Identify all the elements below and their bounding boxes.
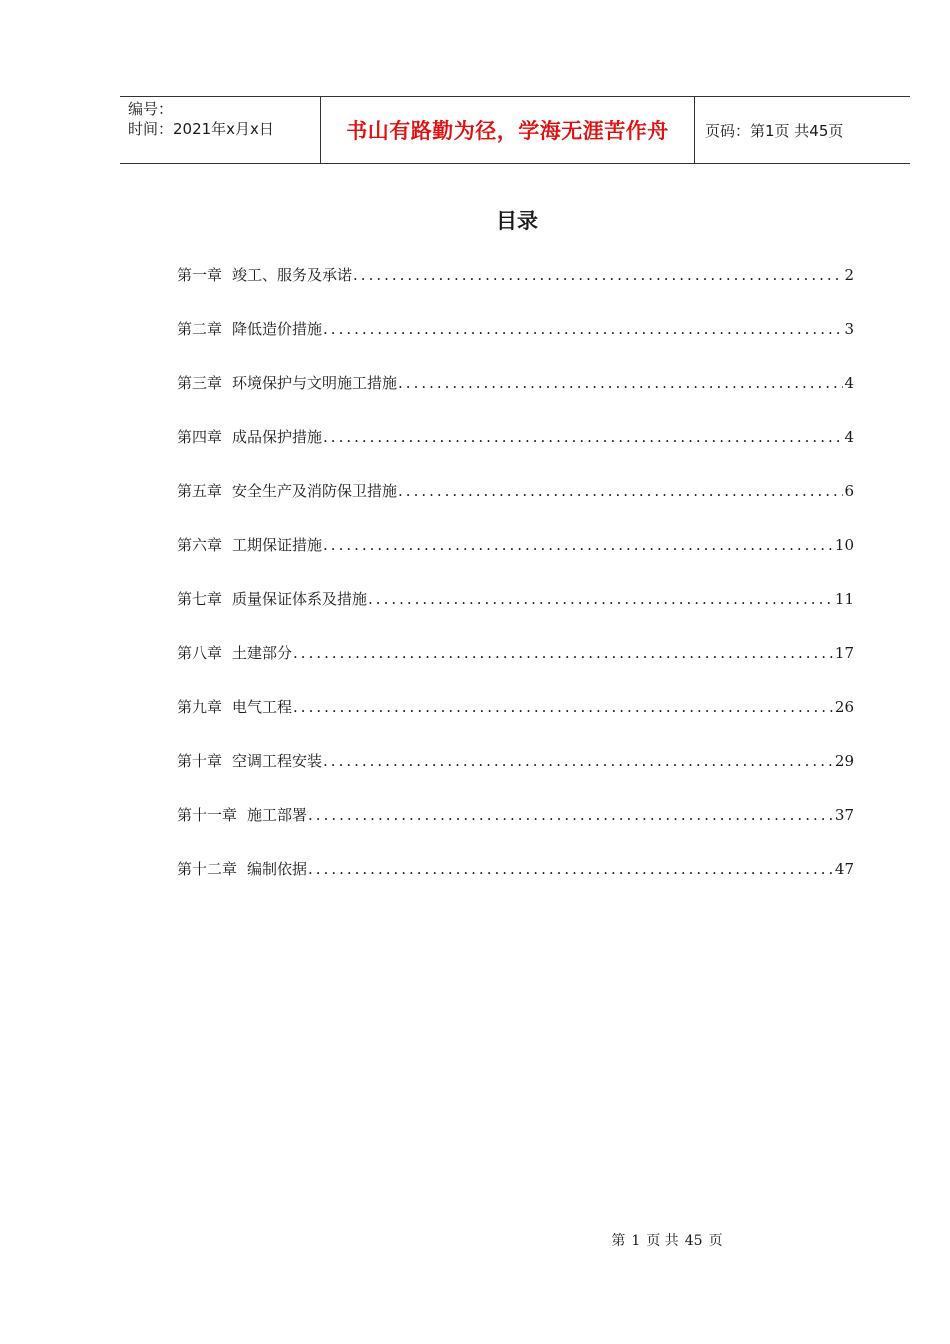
toc-chapter-title: 成品保护措施: [232, 428, 323, 446]
toc-entry[interactable]: [177, 480, 854, 534]
toc-chapter-number: 第九章: [177, 698, 223, 716]
toc-entry[interactable]: [177, 426, 854, 480]
toc-chapter-title: 编制依据: [247, 860, 308, 878]
toc-chapter-number: 第四章: [177, 428, 223, 446]
toc-chapter-number: 第八章: [177, 644, 223, 662]
toc-entry[interactable]: [177, 642, 854, 696]
header-page-cell: [695, 97, 910, 163]
toc-chapter-title: 土建部分: [232, 644, 293, 662]
toc-chapter-title: 空调工程安装: [232, 752, 323, 770]
toc-page-number: 4: [844, 428, 854, 446]
toc-page-number: 2: [844, 266, 854, 284]
toc-chapter-title: 竣工、服务及承诺: [232, 266, 353, 284]
toc-page-number: 3: [844, 320, 854, 338]
header-motto: 书山有路勤为径，学海无涯苦作舟: [346, 119, 669, 143]
toc-page-number: 6: [844, 482, 854, 500]
footer-current-page: 1: [631, 1233, 641, 1249]
toc-page-number: 11: [834, 590, 854, 608]
toc-chapter-title: 安全生产及消防保卫措施: [232, 482, 398, 500]
footer-middle: 页 共: [646, 1233, 679, 1249]
toc-leader-dots: [398, 374, 843, 392]
toc-chapter-number: 第十一章: [177, 806, 238, 824]
toc-leader-dots: [308, 806, 834, 824]
toc-leader-dots: [323, 320, 843, 338]
document-number-label: 编号：: [128, 100, 174, 118]
page-header: [120, 96, 910, 164]
toc-chapter-number: 第三章: [177, 374, 223, 392]
toc-entry[interactable]: [177, 750, 854, 804]
footer-prefix: 第: [611, 1233, 626, 1249]
toc-chapter-title: 施工部署: [247, 806, 308, 824]
toc-page-number: 26: [834, 698, 854, 716]
toc-entry[interactable]: [177, 372, 854, 426]
toc-page-number: 37: [834, 806, 854, 824]
toc-chapter-number: 第六章: [177, 536, 223, 554]
toc-leader-dots: [323, 752, 834, 770]
toc-leader-dots: [308, 860, 834, 878]
toc-chapter-number: 第七章: [177, 590, 223, 608]
toc-entry[interactable]: [177, 534, 854, 588]
toc-leader-dots: [293, 644, 834, 662]
toc-page-number: 29: [834, 752, 854, 770]
footer-suffix: 页: [708, 1233, 723, 1249]
toc-page-number: 10: [834, 536, 854, 554]
footer-total-pages: 45: [684, 1233, 703, 1249]
toc-leader-dots: [323, 536, 834, 554]
toc-chapter-number: 第一章: [177, 266, 223, 284]
toc-leader-dots: [398, 482, 843, 500]
toc-chapter-title: 降低造价措施: [232, 320, 323, 338]
toc-title: 目录: [496, 209, 538, 233]
toc-chapter-title: 工期保证措施: [232, 536, 323, 554]
toc-chapter-number: 第五章: [177, 482, 223, 500]
toc-entry[interactable]: [177, 588, 854, 642]
toc-chapter-title: 电气工程: [232, 698, 293, 716]
header-info-cell: [120, 97, 321, 163]
toc-leader-dots: [368, 590, 834, 608]
document-date: 时间：2021年x月x日: [128, 120, 274, 138]
toc-leader-dots: [353, 266, 843, 284]
toc-entry[interactable]: [177, 858, 854, 912]
toc-page-number: 4: [844, 374, 854, 392]
toc-entry[interactable]: [177, 318, 854, 372]
toc-entry[interactable]: [177, 696, 854, 750]
toc-entry[interactable]: [177, 264, 854, 318]
toc-leader-dots: [323, 428, 843, 446]
header-page-info: 页码：第1页 共45页: [705, 121, 844, 140]
toc-entry[interactable]: [177, 804, 854, 858]
toc-chapter-number: 第十二章: [177, 860, 238, 878]
toc-page-number: 17: [834, 644, 854, 662]
table-of-contents: [177, 264, 854, 912]
toc-chapter-number: 第十章: [177, 752, 223, 770]
toc-chapter-title: 质量保证体系及措施: [232, 590, 368, 608]
header-motto-cell: [321, 97, 695, 163]
toc-chapter-title: 环境保护与文明施工措施: [232, 374, 398, 392]
toc-page-number: 47: [834, 860, 854, 878]
toc-chapter-number: 第二章: [177, 320, 223, 338]
page-footer: [0, 1230, 950, 1250]
toc-leader-dots: [293, 698, 834, 716]
